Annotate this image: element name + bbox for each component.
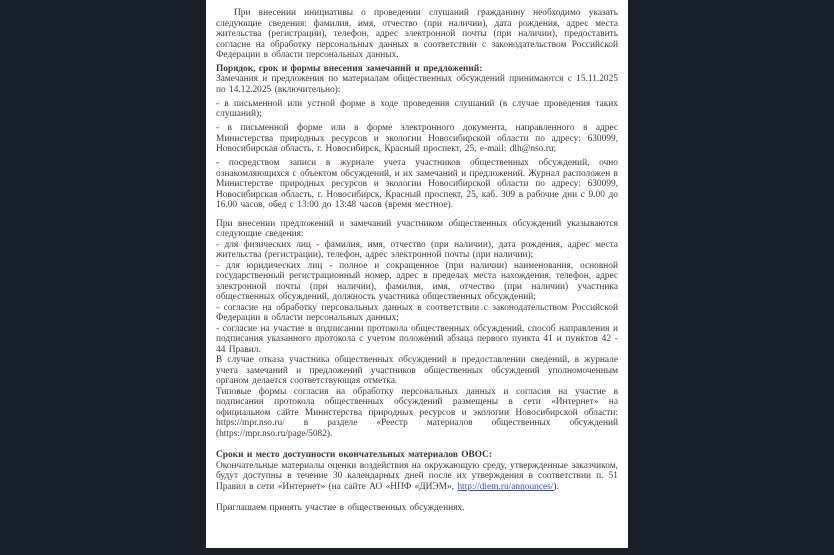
list-item-personal-data-consent: - согласие на обработку персональных данных в соответствии с законодательством Российской Федерации в области персональных данных; [216,302,618,323]
section-heading-procedure: Порядок, срок и формы внесения замечаний и предложений: [216,63,483,74]
section-heading-final-materials: Сроки и место доступности окончательных материалов ОВОС: [216,450,493,460]
list-item-journal-record: - посредством записи в журнале учета участников общественных обсуждений, очно ознакомляющихся с объектом обсуждений, и их замечаний и предложений. Журнал расположен в Министерстве природных ресурсов и экологии Новосибирской области по адресу: 630099, Новосибирская область, г. Новосибирск, Красный проспект, 25, каб. 309 в рабочие дни с 9.00 до 16.00 часов, обед с 13:00 до 13:48 часов (время местное). [216,158,618,210]
paragraph-invitation: Приглашаем принять участие в общественных обсуждениях. [216,502,465,513]
document-text [216,8,618,513]
final-materials-text-end: ). [553,481,559,492]
list-item-protocol-consent: - согласие на участие в подписании протокола общественных обсуждений, способ направления и подписания указанного протокола с учетом положений абзаца первого пункта 41 и пунктов 42 - 44 Правил. [216,323,618,355]
list-item-oral-written-form: - в письменной или устной форме в ходе проведения слушаний (в случае проведения таких слушаний); [216,98,618,119]
paragraph-initiative-info: При внесении инициативы о проведении слушаний гражданину необходимо указать следующие сведения: фамилия, имя, отчество (при наличии), дата рождения, адрес места жительства (регистрации), телефон, адрес электронной почты (при наличии), предоставить согласие на обработку персональных данных в соответствии с законодательством Российской Федерации в области персональных данных. [216,8,618,60]
paragraph-refusal-note: В случае отказа участника общественных обсуждений в предоставлении сведений, в журнале учета замечаний и предложений участников общественных обсуждений уполномоченным органом делается соответствующая отметка. [216,355,618,386]
list-item-legal-entities: - для юридических лиц - полное и сокращенное (при наличии) наименования, основной государственный регистрационный номер, адрес в пределах места нахождения, телефон, адрес электронной почты (при наличии), фамилия, имя, отчество (при наличии) участника общественных обсуждений, должность участника общественных обсуждений; [216,260,618,302]
final-materials-text: Окончательные материалы оценки воздействия на окружающую среду, утвержденные заказчиком, будут доступны в течение 30 календарных дней после их утверждения в соответствии п. 51 Правил в сети «Интернет» (на сайте АО «НПФ «ДИЭМ», [216,460,618,492]
paragraph-participant-details-lead: При внесении предложений и замечаний участником общественных обсуждений указываются следующие сведения: [216,218,618,239]
paragraph-consent-forms-location: Типовые формы согласия на обработку персональных данных и согласия на участие в подписании протокола общественных обсуждений размещены в сети «Интернет» на официальном сайте Министерства природных ресурсов и экологии Новосибирской области: https://mpr.nso.ru/ в разделе «Реестр материалов общественных обсуждений (https://mpr.nso.ru/page/5082). [216,386,618,439]
paragraph-final-materials [216,461,618,493]
paragraph-acceptance-period: Замечания и предложения по материалам общественных обсуждений принимаются с 15.11.2025 по 14.12.2025 (включительно): [216,74,618,95]
document-page [206,0,628,548]
diem-announces-link[interactable]: http://diem.ru/announces/ [457,481,554,492]
list-item-written-electronic-form: - в письменной форме или в форме электронного документа, направленного в адрес Министерства природных ресурсов и экологии Новосибирской области по адресу: 630099, Новосибирская область, г. Новосибирск, Красный проспект, 25, e-mail: dlh@nso.ru; [216,123,618,154]
list-item-individuals: - для физических лиц - фамилия, имя, отчество (при наличии), дата рождения, адрес места жительства (регистрации), телефон, адрес электронной почты (при наличии); [216,239,618,260]
